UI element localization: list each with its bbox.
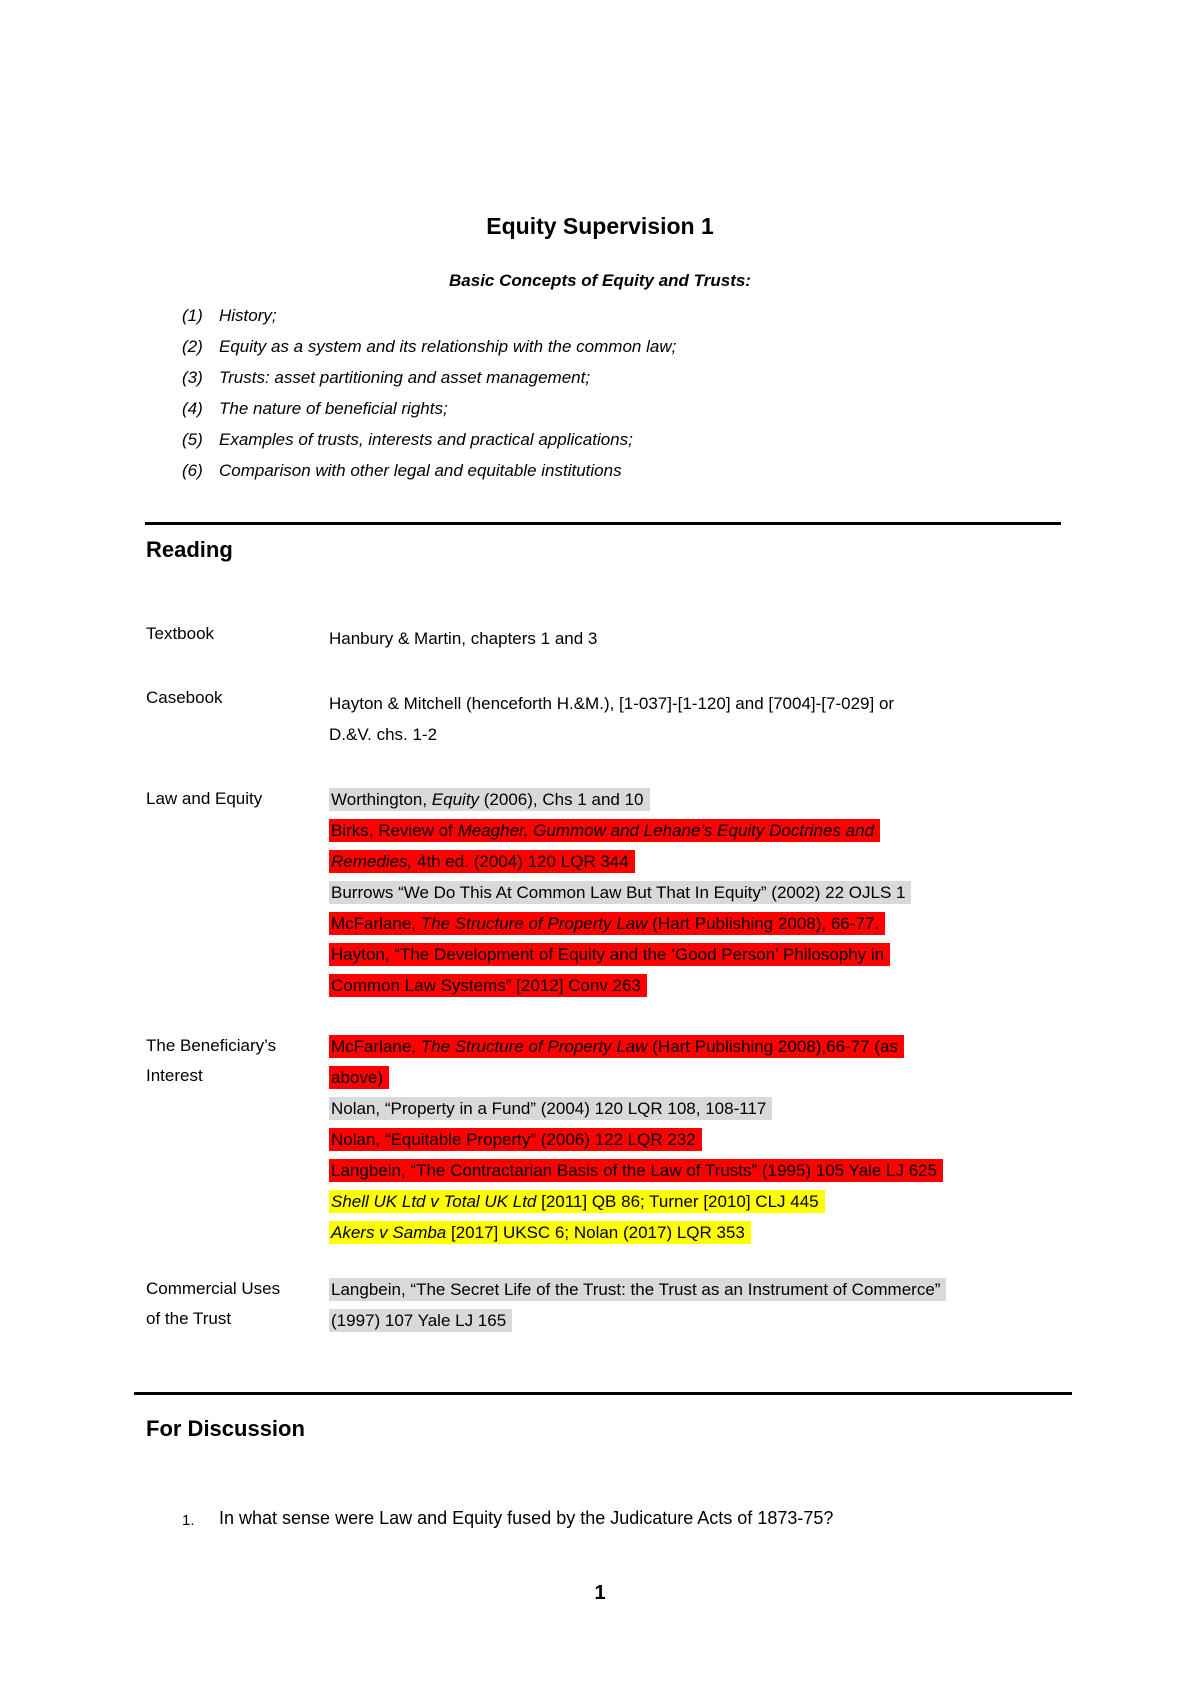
red-highlight: Common Law Systems” [2012] Conv 263 bbox=[329, 974, 647, 997]
page-number: 1 bbox=[594, 1582, 606, 1604]
reading-entry bbox=[329, 1155, 1069, 1186]
beneficiary-entries bbox=[329, 1031, 1069, 1248]
topic-number: (2) bbox=[182, 337, 203, 356]
grey-highlight bbox=[329, 788, 650, 811]
section-divider bbox=[134, 1392, 1072, 1395]
entry-text: McFarlane, bbox=[331, 1037, 421, 1056]
topic-text: History; bbox=[219, 306, 277, 325]
entry-title: Meagher, Gummow and Lehane’s Equity Doctrines and bbox=[457, 821, 875, 840]
red-highlight: above) bbox=[329, 1066, 389, 1089]
beneficiary-label bbox=[146, 1031, 276, 1091]
law-equity-entries bbox=[329, 784, 1069, 1001]
reading-entry bbox=[329, 1124, 1069, 1155]
entry-title: The Structure of Property Law bbox=[420, 1037, 648, 1056]
topic-text: Trusts: asset partitioning and asset management; bbox=[219, 368, 591, 387]
topic-text: The nature of beneficial rights; bbox=[219, 399, 448, 418]
reading-entry bbox=[329, 815, 1069, 846]
entry-text: [2011] QB 86; Turner [2010] CLJ 445 bbox=[536, 1192, 819, 1211]
textbook-label: Textbook bbox=[146, 624, 215, 643]
topic-item bbox=[182, 393, 676, 424]
entry-title: Remedies, bbox=[331, 852, 413, 871]
law-equity-label: Law and Equity bbox=[146, 789, 263, 808]
reading-entry bbox=[329, 1305, 1069, 1336]
reading-entry bbox=[329, 784, 1069, 815]
reading-entry bbox=[329, 1274, 1069, 1305]
section-divider bbox=[145, 522, 1061, 525]
red-highlight bbox=[329, 819, 880, 842]
grey-highlight: Langbein, “The Secret Life of the Trust: the Trust as an Instrument of Commerce” bbox=[329, 1278, 946, 1301]
reading-entry bbox=[329, 846, 1069, 877]
topic-number: (3) bbox=[182, 368, 203, 387]
reading-entry bbox=[329, 939, 1069, 970]
red-highlight: Langbein, “The Contractarian Basis of the Law of Trusts” (1995) 105 Yale LJ 625 bbox=[329, 1159, 943, 1182]
yellow-highlight bbox=[329, 1190, 825, 1213]
entry-text: (Hart Publishing 2008),66-77 (as bbox=[647, 1037, 898, 1056]
entry-text: 4th ed. (2004) 120 LQR 344 bbox=[412, 852, 629, 871]
case-name: Shell UK Ltd v Total UK Ltd bbox=[331, 1192, 537, 1211]
case-name: Akers v Samba bbox=[331, 1223, 447, 1242]
question-number: 1. bbox=[182, 1512, 195, 1529]
topic-number: (6) bbox=[182, 461, 203, 480]
entry-text: Birks, Review of bbox=[331, 821, 458, 840]
commercial-entries bbox=[329, 1274, 1069, 1336]
reading-entry bbox=[329, 970, 1069, 1001]
topic-item bbox=[182, 300, 676, 331]
question-text: In what sense were Law and Equity fused by the Judicature Acts of 1873-75? bbox=[219, 1508, 834, 1528]
grey-highlight: (1997) 107 Yale LJ 165 bbox=[329, 1309, 512, 1332]
casebook-line: Hayton & Mitchell (henceforth H.&M.), [1-037]-[1-120] and [7004]-[7-029] or bbox=[329, 694, 895, 713]
discussion-heading: For Discussion bbox=[146, 1416, 305, 1441]
grey-highlight: Burrows “We Do This At Common Law But That In Equity” (2002) 22 OJLS 1 bbox=[329, 881, 911, 904]
reading-entry bbox=[329, 1217, 1069, 1248]
reading-entry bbox=[329, 1093, 1069, 1124]
red-highlight bbox=[329, 1035, 904, 1058]
entry-text: McFarlane, bbox=[331, 914, 421, 933]
red-highlight: Hayton, “The Development of Equity and the ‘Good Person’ Philosophy in bbox=[329, 943, 890, 966]
topic-item bbox=[182, 455, 676, 486]
topic-number: (4) bbox=[182, 399, 203, 418]
grey-highlight: Nolan, “Property in a Fund” (2004) 120 LQR 108, 108-117 bbox=[329, 1097, 772, 1120]
commercial-label bbox=[146, 1274, 280, 1334]
topic-item bbox=[182, 362, 676, 393]
topic-number: (5) bbox=[182, 430, 203, 449]
casebook-line: D.&V. chs. 1-2 bbox=[329, 725, 438, 744]
entry-text: (Hart Publishing 2008), 66-77. bbox=[647, 914, 880, 933]
entry-title: Equity bbox=[431, 790, 480, 809]
casebook-label: Casebook bbox=[146, 688, 223, 707]
yellow-highlight bbox=[329, 1221, 751, 1244]
red-highlight: Nolan, “Equitable Property” (2006) 122 LQR 232 bbox=[329, 1128, 702, 1151]
reading-entry bbox=[329, 1062, 1069, 1093]
reading-entry bbox=[329, 908, 1069, 939]
commercial-label-line: of the Trust bbox=[146, 1309, 232, 1328]
textbook-entry: Hanbury & Martin, chapters 1 and 3 bbox=[329, 629, 598, 648]
entry-title: The Structure of Property Law bbox=[420, 914, 648, 933]
beneficiary-label-line: Interest bbox=[146, 1066, 203, 1085]
reading-entry bbox=[329, 1186, 1069, 1217]
red-highlight bbox=[329, 850, 635, 873]
commercial-label-line: Commercial Uses bbox=[146, 1279, 281, 1298]
entry-text: Worthington, bbox=[331, 790, 432, 809]
topic-number: (1) bbox=[182, 306, 203, 325]
topic-item bbox=[182, 331, 676, 362]
casebook-entry bbox=[329, 688, 1069, 750]
reading-entry bbox=[329, 877, 1069, 908]
reading-entry bbox=[329, 1031, 1069, 1062]
reading-heading: Reading bbox=[146, 537, 233, 562]
topic-text: Examples of trusts, interests and practical applications; bbox=[219, 430, 633, 449]
topic-text: Comparison with other legal and equitable institutions bbox=[219, 461, 622, 480]
entry-text: [2017] UKSC 6; Nolan (2017) LQR 353 bbox=[446, 1223, 745, 1242]
document-subtitle: Basic Concepts of Equity and Trusts: bbox=[449, 271, 751, 290]
red-highlight bbox=[329, 912, 885, 935]
topic-list bbox=[182, 300, 676, 486]
topic-text: Equity as a system and its relationship with the common law; bbox=[219, 337, 677, 356]
topic-item bbox=[182, 424, 676, 455]
entry-text: (2006), Chs 1 and 10 bbox=[479, 790, 644, 809]
document-title: Equity Supervision 1 bbox=[486, 213, 714, 239]
beneficiary-label-line: The Beneficiary’s bbox=[146, 1036, 277, 1055]
